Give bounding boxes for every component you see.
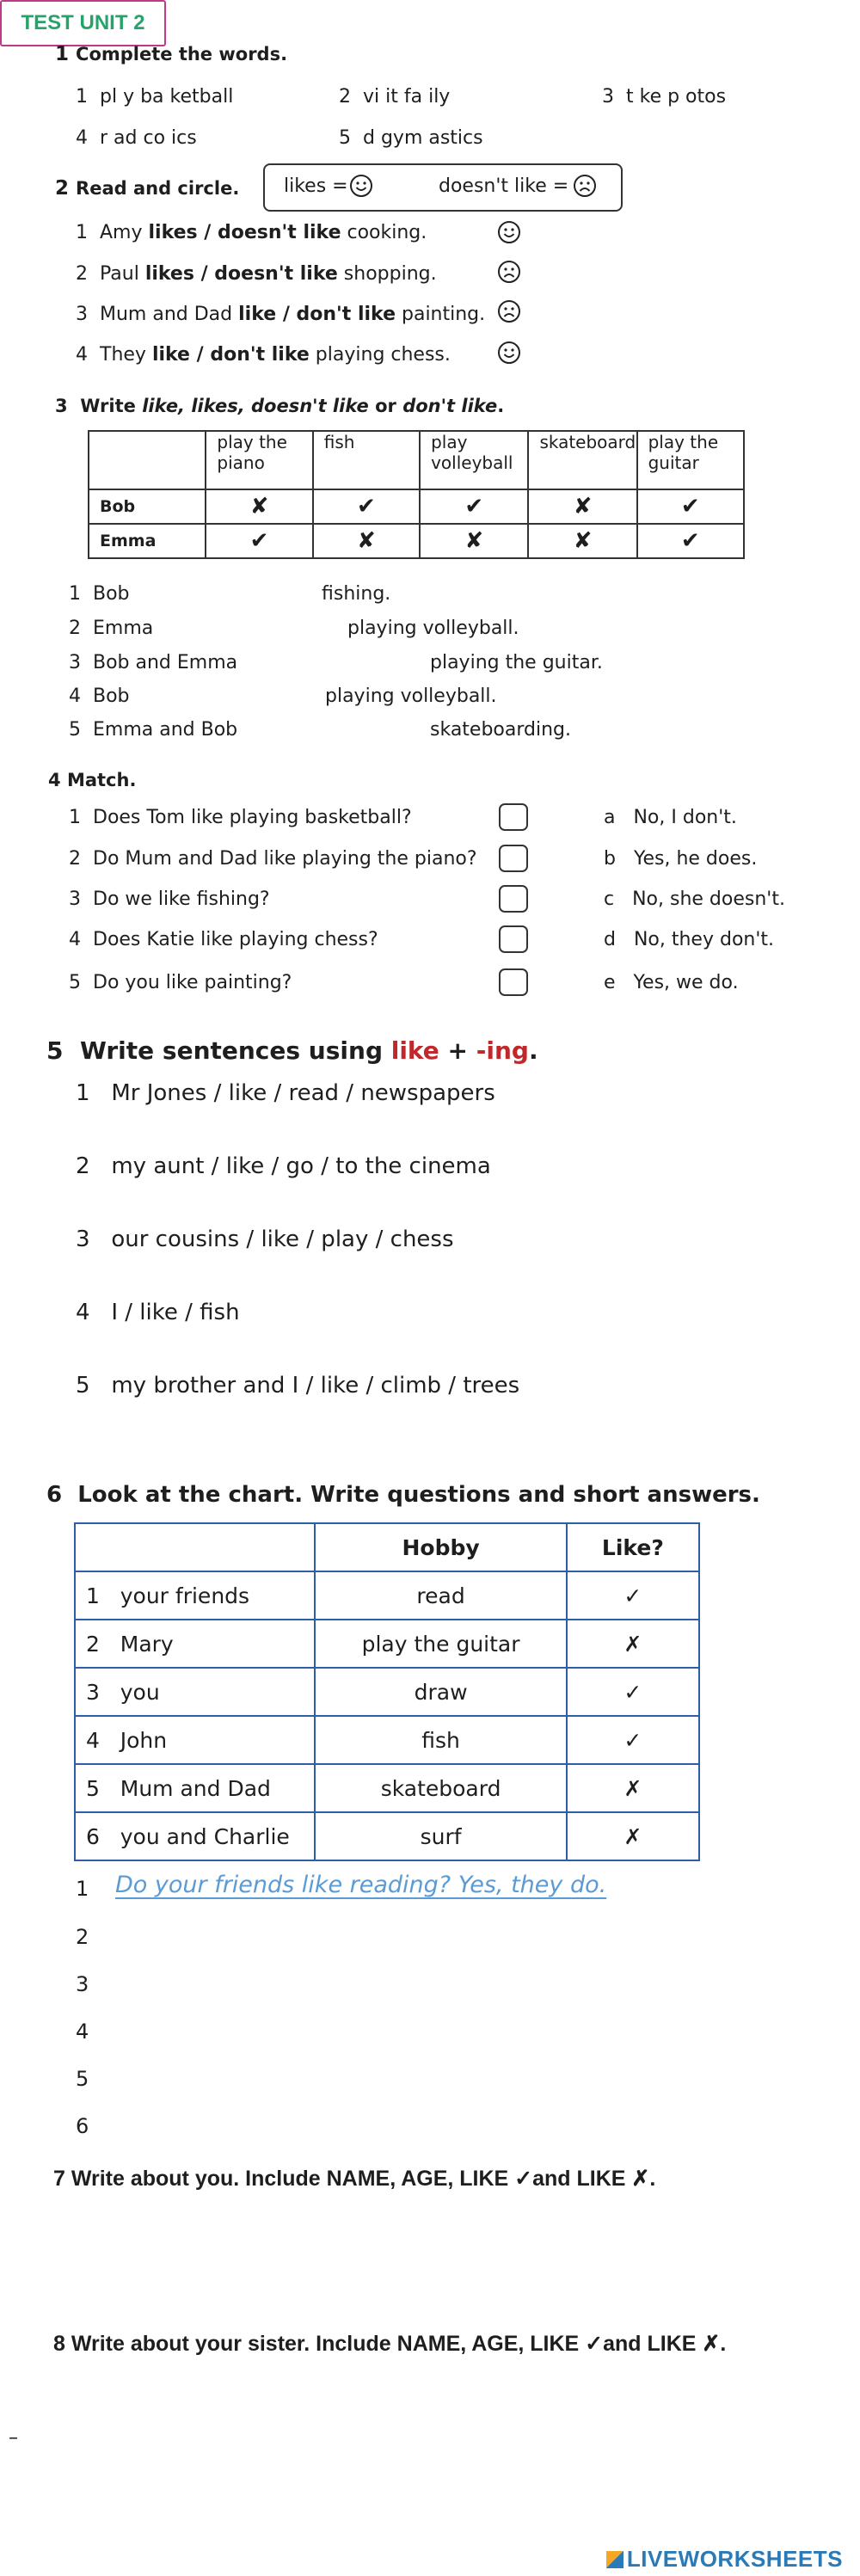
ex6-like: ✓ xyxy=(567,1571,699,1620)
ex6-answer-number: 5 xyxy=(76,2067,89,2091)
logo-icon xyxy=(606,2551,624,2568)
ex3-mark: ✘ xyxy=(206,489,312,524)
ex3-sentence-rest: playing volleyball. xyxy=(325,685,497,707)
ex3-sentence: 5 Emma and Bob xyxy=(69,719,238,741)
ex3-col-header: play the guitar xyxy=(637,431,744,489)
ex5-heading: 5 Write sentences using like + -ing. xyxy=(46,1036,538,1065)
ex3-col-header: play the piano xyxy=(206,431,312,489)
ex6-like: ✓ xyxy=(567,1668,699,1716)
ex4-question: 3 Do we like fishing? xyxy=(69,888,270,910)
ex6-answer-number: 1 xyxy=(76,1877,89,1901)
match-answer-box[interactable] xyxy=(499,885,528,913)
ex6-hobby: read xyxy=(315,1571,566,1620)
ex1-item: 4 r ad co ics xyxy=(76,127,197,149)
ex5-item: 4 I / like / fish xyxy=(76,1300,240,1325)
ex6-who: 1 your friends xyxy=(75,1571,315,1620)
ex3-mark: ✔ xyxy=(420,489,528,524)
ex3-sentence-rest: fishing. xyxy=(322,583,391,605)
ex3-mark: ✔ xyxy=(206,524,312,558)
ex3-sentence: 3 Bob and Emma xyxy=(69,652,238,673)
ex3-heading: 3 Write like, likes, doesn't like or don't like. xyxy=(55,396,505,416)
table-row xyxy=(89,524,744,558)
ex3-mark: ✘ xyxy=(420,524,528,558)
ex3-sentence-rest: skateboarding. xyxy=(430,719,572,741)
ex6-hobby: skateboard xyxy=(315,1764,566,1812)
ex6-who: 2 Mary xyxy=(75,1620,315,1668)
table-row xyxy=(75,1620,699,1668)
ex2-options[interactable]: likes / doesn't like xyxy=(148,222,341,243)
ex2-legend-likes: likes = xyxy=(284,175,348,197)
ex4-answer: a No, I don't. xyxy=(604,807,737,828)
match-answer-box[interactable] xyxy=(499,845,528,872)
ex3-mark: ✘ xyxy=(528,489,636,524)
ex6-col-like: Like? xyxy=(567,1523,699,1571)
smile-icon xyxy=(497,220,521,244)
match-answer-box[interactable] xyxy=(499,803,528,831)
ex4-question: 5 Do you like painting? xyxy=(69,972,292,993)
ex6-like: ✗ xyxy=(567,1620,699,1668)
stray-dash: – xyxy=(9,2427,18,2449)
ex4-question: 2 Do Mum and Dad like playing the piano? xyxy=(69,848,477,870)
table-row xyxy=(89,489,744,524)
ex5-item: 2 my aunt / like / go / to the cinema xyxy=(76,1153,491,1179)
ex2-heading: 2 Read and circle. xyxy=(55,177,240,200)
match-answer-box[interactable] xyxy=(499,925,528,953)
ex7-heading: 7 Write about you. Include NAME, AGE, LIKE ✓and LIKE ✗. xyxy=(53,2167,656,2191)
ex6-hobby: surf xyxy=(315,1812,566,1860)
ex3-row-name: Emma xyxy=(89,524,206,558)
ex6-like: ✓ xyxy=(567,1716,699,1764)
ex2-options[interactable]: likes / doesn't like xyxy=(144,263,338,285)
match-answer-box[interactable] xyxy=(499,968,528,996)
frown-icon xyxy=(497,260,521,284)
ex4-question: 1 Does Tom like playing basketball? xyxy=(69,807,412,828)
frown-icon xyxy=(573,174,597,198)
ex6-like: ✗ xyxy=(567,1812,699,1860)
ex4-answer: b Yes, he does. xyxy=(604,848,758,870)
ex6-who: 6 you and Charlie xyxy=(75,1812,315,1860)
ex3-row-name: Bob xyxy=(89,489,206,524)
ex6-hobby: fish xyxy=(315,1716,566,1764)
smile-icon xyxy=(349,174,373,198)
ex3-table xyxy=(88,430,745,559)
ex1-number: 1 xyxy=(55,43,70,65)
ex6-example-answer: Do your friends like reading? Yes, they do. xyxy=(115,1872,607,1898)
smile-icon xyxy=(497,341,521,365)
ex3-sentence-rest: playing the guitar. xyxy=(430,652,603,673)
ex6-who: 3 you xyxy=(75,1668,315,1716)
ex5-item: 5 my brother and I / like / climb / trees xyxy=(76,1373,520,1399)
ex2-options[interactable]: like / don't like xyxy=(238,304,396,325)
ex3-col-header: play volleyball xyxy=(420,431,528,489)
ex2-legend-doesnt: doesn't like = xyxy=(439,175,569,197)
ex3-col-header: fish xyxy=(313,431,420,489)
frown-icon xyxy=(497,299,521,323)
ex5-item: 1 Mr Jones / like / read / newspapers xyxy=(76,1080,495,1106)
ex2-item: 2 Paul likes / doesn't like shopping. xyxy=(76,263,437,285)
ex6-heading: 6 Look at the chart. Write questions and short answers. xyxy=(46,1482,760,1508)
ex6-who: 5 Mum and Dad xyxy=(75,1764,315,1812)
ex2-options[interactable]: like / don't like xyxy=(151,344,310,366)
ex3-mark: ✔ xyxy=(313,489,420,524)
ex6-answer-number: 2 xyxy=(76,1925,89,1949)
table-row xyxy=(75,1716,699,1764)
ex6-hobby: play the guitar xyxy=(315,1620,566,1668)
liveworksheets-logo: LIVEWORKSHEETS xyxy=(606,2546,843,2573)
ex6-answer-number: 4 xyxy=(76,2020,89,2044)
ex6-answer-number: 6 xyxy=(76,2114,89,2138)
ex4-answer: c No, she doesn't. xyxy=(604,888,785,910)
ex1-item: 1 pl y ba ketball xyxy=(76,86,234,108)
ex6-answer-number: 3 xyxy=(76,1972,89,1996)
ex3-mark: ✘ xyxy=(528,524,636,558)
ex1-title: Complete the words. xyxy=(76,44,288,65)
ex1-item: 2 vi it fa ily xyxy=(339,86,451,108)
ex1-heading xyxy=(55,43,287,65)
ex4-heading: 4 Match. xyxy=(48,770,137,790)
test-title: TEST UNIT 2 xyxy=(0,0,166,46)
ex3-sentence: 1 Bob xyxy=(69,583,130,605)
ex3-col-header: skateboard xyxy=(528,431,636,489)
ex2-item: 1 Amy likes / doesn't like cooking. xyxy=(76,222,427,243)
ex1-item: 3 t ke p otos xyxy=(602,86,727,108)
table-row xyxy=(75,1668,699,1716)
ex4-question: 4 Does Katie like playing chess? xyxy=(69,929,378,950)
ex6-table xyxy=(74,1522,700,1861)
ex4-answer: d No, they don't. xyxy=(604,929,775,950)
ex2-item: 3 Mum and Dad like / don't like painting. xyxy=(76,304,486,325)
ex8-heading: 8 Write about your sister. Include NAME, AGE, LIKE ✓and LIKE ✗. xyxy=(53,2332,727,2356)
ex4-answer: e Yes, we do. xyxy=(604,972,739,993)
ex3-sentence-rest: playing volleyball. xyxy=(347,618,519,639)
ex5-item: 3 our cousins / like / play / chess xyxy=(76,1227,454,1252)
ex3-mark: ✔ xyxy=(637,489,744,524)
ex2-item: 4 They like / don't like playing chess. xyxy=(76,344,451,366)
ex3-sentence: 4 Bob xyxy=(69,685,130,707)
ex3-mark: ✘ xyxy=(313,524,420,558)
ex6-hobby: draw xyxy=(315,1668,566,1716)
table-row xyxy=(75,1764,699,1812)
ex6-like: ✗ xyxy=(567,1764,699,1812)
ex6-col-hobby: Hobby xyxy=(315,1523,566,1571)
ex1-item: 5 d gym astics xyxy=(339,127,483,149)
table-row xyxy=(75,1812,699,1860)
table-row xyxy=(75,1571,699,1620)
ex3-mark: ✔ xyxy=(637,524,744,558)
ex3-sentence: 2 Emma xyxy=(69,618,154,639)
ex6-who: 4 John xyxy=(75,1716,315,1764)
